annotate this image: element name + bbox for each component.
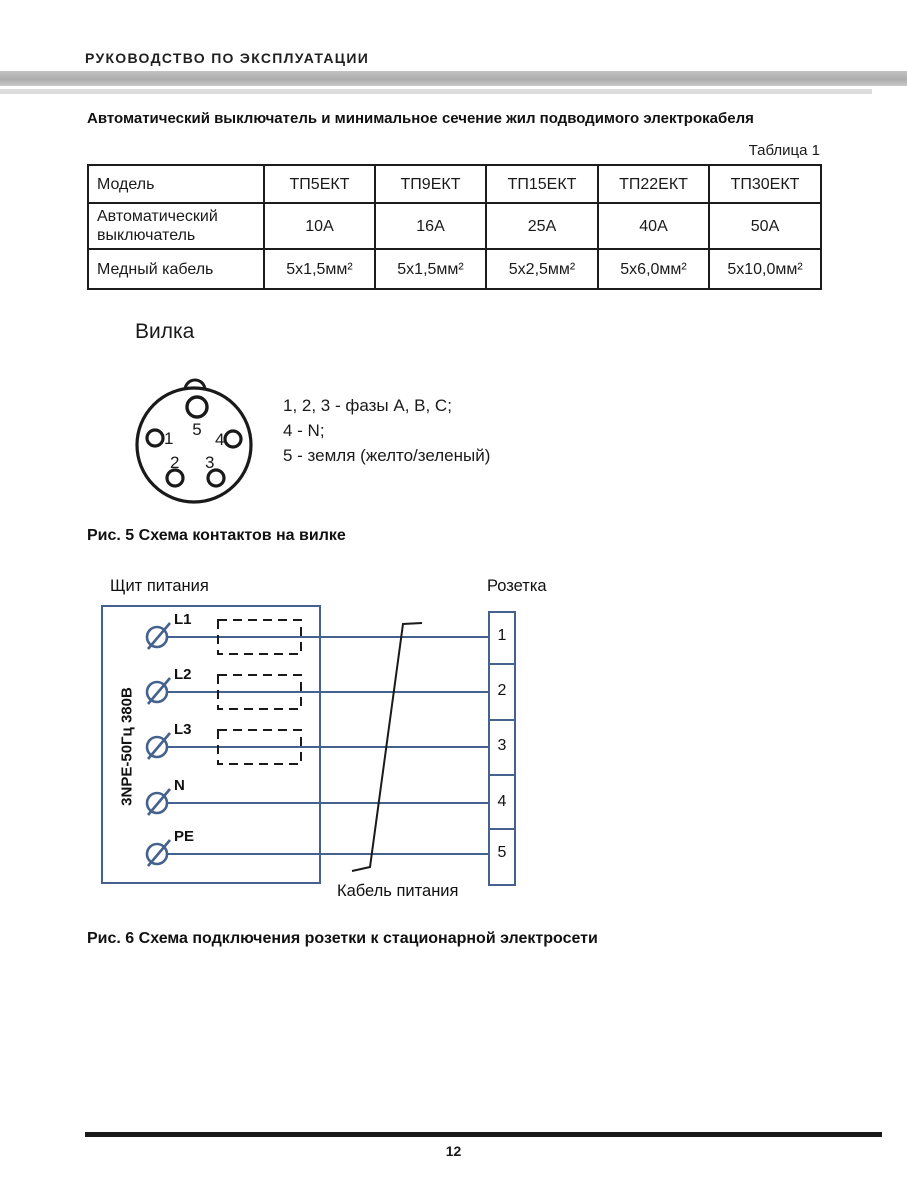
terminal-symbol-pe	[147, 840, 170, 866]
pin-label-2: 2	[170, 453, 180, 472]
breaker-cable-table	[87, 164, 822, 290]
cable-value: 5х2,5мм²	[486, 249, 598, 289]
plug-pin-5	[187, 397, 207, 417]
breaker-value: 16А	[375, 203, 486, 249]
wiring-schematic	[87, 575, 532, 905]
breaker-value: 10А	[264, 203, 375, 249]
row-label-breaker: Автоматический выключатель	[88, 203, 264, 249]
table-row	[88, 249, 821, 289]
figure6-caption: Рис. 6 Схема подключения розетки к стационарной электросети	[87, 930, 598, 947]
col-header-tp9: ТП9ЕКТ	[375, 165, 486, 203]
legend-line-ground: 5 - земля (желто/зеленый)	[283, 446, 491, 465]
plug-legend	[283, 393, 490, 468]
col-header-tp30: ТП30ЕКТ	[709, 165, 821, 203]
terminal-symbol-n	[147, 789, 170, 815]
footer-rule	[85, 1132, 882, 1137]
legend-line-neutral: 4 - N;	[283, 421, 325, 440]
cable-label: Кабель питания	[337, 882, 459, 900]
cable-value: 5х6,0мм²	[598, 249, 709, 289]
socket-terminal-4: 4	[497, 793, 507, 810]
plug-connector-diagram	[130, 370, 265, 510]
breaker-value: 25А	[486, 203, 598, 249]
socket-terminal-1: 1	[497, 627, 507, 644]
terminal-symbol-l2	[147, 678, 170, 704]
socket-terminal-2: 2	[497, 682, 507, 699]
pin-label-1: 1	[164, 429, 174, 448]
panel-rating-label: 3NPE-50Гц 380В	[118, 687, 136, 806]
cable-value: 5х1,5мм²	[375, 249, 486, 289]
cable-value: 5х1,5мм²	[264, 249, 375, 289]
wire-label-l1: L1	[174, 611, 192, 628]
table-number-label: Таблица 1	[748, 142, 820, 159]
col-header-tp15: ТП15ЕКТ	[486, 165, 598, 203]
plug-heading: Вилка	[135, 320, 195, 343]
breaker-value: 40А	[598, 203, 709, 249]
col-header-model: Модель	[88, 165, 264, 203]
pin-label-5: 5	[192, 420, 202, 439]
socket-label: Розетка	[487, 577, 547, 595]
wire-label-l2: L2	[174, 666, 192, 683]
pin-label-3: 3	[205, 453, 215, 472]
header-rule-bar-light	[0, 89, 872, 94]
wire-label-pe: PE	[174, 828, 195, 845]
page-header: РУКОВОДСТВО ПО ЭКСПЛУАТАЦИИ	[85, 50, 370, 66]
page-number: 12	[445, 1143, 462, 1159]
table-row	[88, 203, 821, 249]
socket-terminal-3: 3	[497, 737, 507, 754]
cable-value: 5х10,0мм²	[709, 249, 821, 289]
col-header-tp22: ТП22ЕКТ	[598, 165, 709, 203]
header-rule-bar	[0, 71, 907, 86]
breaker-value: 50А	[709, 203, 821, 249]
figure5-caption: Рис. 5 Схема контактов на вилке	[87, 527, 346, 544]
panel-label: Щит питания	[110, 577, 209, 595]
wire-label-n: N	[174, 777, 185, 794]
terminal-symbol-l1	[147, 623, 170, 649]
pin-label-4: 4	[215, 430, 225, 449]
legend-line-phases: 1, 2, 3 - фазы А, В, С;	[283, 396, 452, 415]
wire-label-l3: L3	[174, 721, 192, 738]
section-title: Автоматический выключатель и минимальное сечение жил подводимого электрокабеля	[87, 110, 754, 127]
table-header-row	[88, 165, 821, 203]
plug-pin-1	[147, 430, 163, 446]
col-header-tp5: ТП5ЕКТ	[264, 165, 375, 203]
terminal-symbol-l3	[147, 733, 170, 759]
row-label-cable: Медный кабель	[88, 249, 264, 289]
socket-terminal-5: 5	[497, 844, 507, 861]
plug-pin-4	[225, 431, 241, 447]
